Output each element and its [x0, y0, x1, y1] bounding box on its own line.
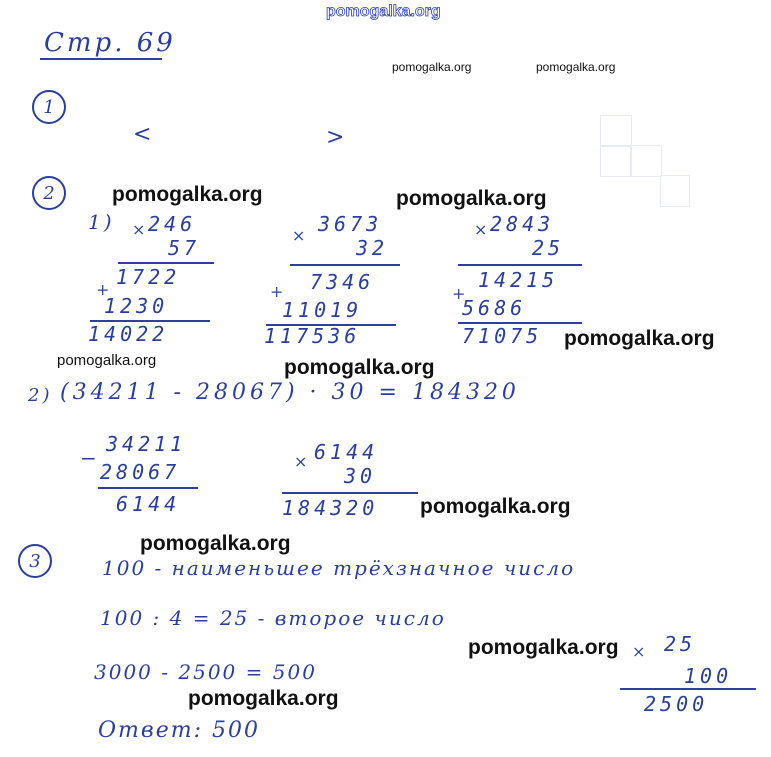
mult5-factor-b: 100 — [684, 664, 733, 688]
part-2-label: 2) — [28, 385, 53, 406]
sub-minuend: 34211 — [106, 432, 187, 456]
mult4-factor-a: 6144 — [314, 440, 379, 464]
grid-cell — [600, 115, 632, 147]
mult2-result: 117536 — [264, 324, 361, 348]
plus-sign: + — [452, 284, 469, 303]
grid-cell — [630, 145, 662, 177]
mult2-factor-b: 32 — [356, 236, 389, 260]
mult1-result: 14022 — [88, 322, 169, 346]
mult3-factor-b: 25 — [532, 236, 565, 260]
mult2-partial-2: 11019 — [282, 298, 363, 322]
times-sign: × — [132, 220, 149, 239]
task-3-line-2: 100 : 4 = 25 - второе число — [100, 606, 446, 630]
watermark: pomogalka.org — [188, 687, 339, 710]
mult1-partial-2: 1230 — [104, 294, 169, 318]
mult3-partial-1: 14215 — [478, 268, 559, 292]
watermark-top: pomogalka.org — [326, 3, 441, 20]
part-1-label: 1) — [88, 210, 115, 234]
mult2-partial-1: 7346 — [310, 270, 375, 294]
mult1-partial-1: 1722 — [116, 265, 181, 289]
watermark: pomogalka.org — [468, 636, 619, 659]
sub-line — [98, 487, 198, 489]
mult1-factor-a: 246 — [148, 212, 197, 236]
watermark: pomogalka.org — [564, 327, 715, 350]
mult3-factor-a: 2843 — [490, 212, 555, 236]
times-sign: × — [294, 452, 311, 471]
task-2-number: 2 — [32, 176, 66, 210]
mult1-line — [118, 262, 214, 264]
expression: (34211 - 28067) · 30 = 184320 — [60, 380, 520, 405]
minus-sign: − — [80, 446, 100, 470]
watermark: pomogalka.org — [536, 60, 616, 74]
times-sign: × — [632, 642, 649, 661]
mult5-line — [620, 688, 756, 690]
page-number: Стр. 69 — [44, 28, 176, 58]
answer: Ответ: 500 — [98, 718, 260, 743]
times-sign: × — [292, 226, 309, 245]
mult3-result: 71075 — [462, 324, 543, 348]
task-1-number: 1 — [32, 90, 66, 124]
times-sign: × — [474, 220, 491, 239]
watermark: pomogalka.org — [396, 187, 547, 210]
sub-subtrahend: 28067 — [100, 460, 181, 484]
mult3-partial-2: 5686 — [462, 296, 527, 320]
mult5-result: 2500 — [644, 692, 709, 716]
header-underline — [40, 58, 162, 60]
plus-sign: + — [270, 282, 287, 301]
task-3-line-3: 3000 - 2500 = 500 — [94, 660, 317, 684]
watermark: pomogalka.org — [420, 495, 571, 518]
mult4-line — [282, 492, 418, 494]
mult5-factor-a: 25 — [664, 632, 697, 656]
mult1-factor-b: 57 — [168, 236, 201, 260]
sub-result: 6144 — [116, 492, 181, 516]
comparison-sign-less: < — [133, 122, 155, 147]
watermark: pomogalka.org — [57, 352, 157, 369]
mult4-factor-b: 30 — [344, 464, 377, 488]
task-3-line-1: 100 - наименьшее трёхзначное число — [102, 556, 576, 580]
grid-cell — [600, 145, 632, 177]
grid-cell — [660, 175, 690, 207]
plus-sign: + — [96, 280, 113, 299]
watermark: pomogalka.org — [140, 532, 291, 555]
watermark: pomogalka.org — [112, 183, 263, 206]
watermark: pomogalka.org — [284, 356, 435, 379]
mult2-factor-a: 3673 — [318, 212, 383, 236]
mult2-line — [290, 264, 400, 266]
mult3-line — [458, 264, 582, 266]
task-3-number: 3 — [18, 544, 52, 578]
comparison-sign-greater: > — [326, 125, 348, 150]
watermark: pomogalka.org — [392, 60, 472, 74]
mult4-result: 184320 — [282, 496, 379, 520]
